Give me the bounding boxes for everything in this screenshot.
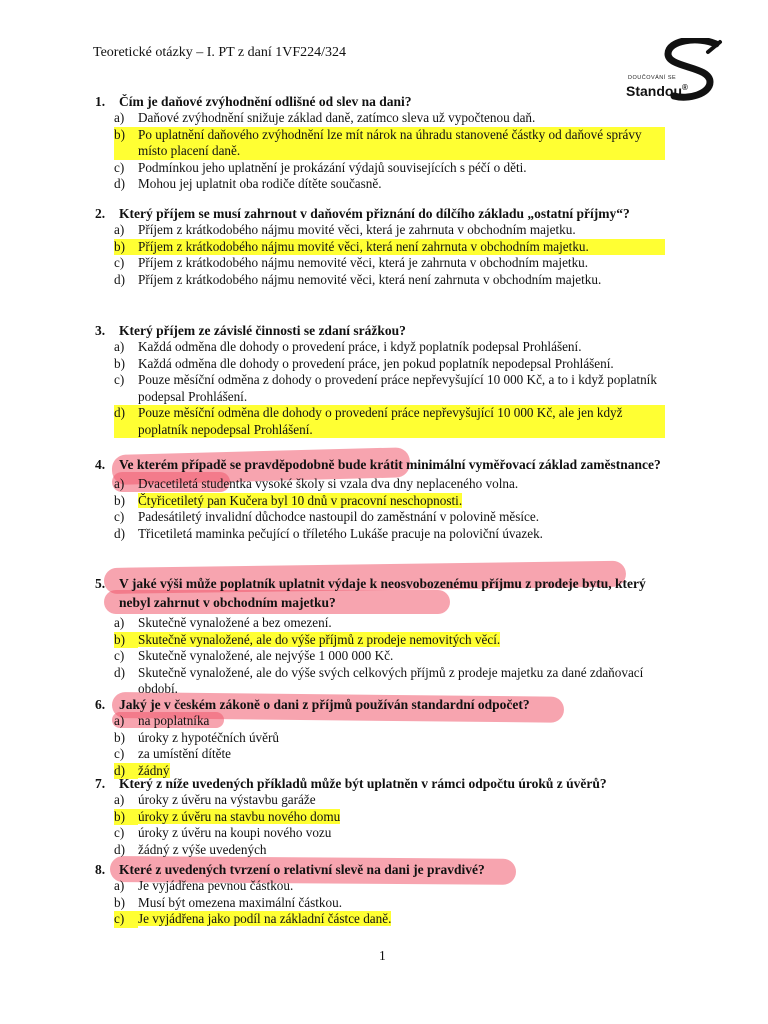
option-6a	[114, 713, 665, 730]
option-label: d)	[114, 664, 125, 680]
option-6b	[114, 730, 665, 747]
option-text: Každá odměna dle dohody o provedení práce, jen pokud poplatník nepodepsal Prohlášení.	[138, 355, 614, 371]
option-text: Padesátiletý invalidní důchodce nastoupil do zaměstnání v polovině měsíce.	[138, 509, 540, 524]
question-number: 1.	[95, 94, 106, 109]
option-5a	[114, 615, 665, 632]
question-text: Který z níže uvedených příkladů může být uplatněn v rámci odpočtu úroků z úvěrů?	[119, 776, 607, 791]
option-4c	[114, 509, 665, 526]
option-7c	[114, 825, 665, 842]
question-2-heading	[95, 205, 665, 222]
question-4	[95, 456, 665, 542]
question-text: Který příjem ze závislé činnosti se zdaní srážkou?	[119, 323, 406, 338]
option-label: b)	[114, 632, 138, 649]
option-label: b)	[114, 729, 125, 745]
page-number: 1	[379, 948, 386, 963]
option-2a	[114, 222, 665, 239]
option-7b-highlighted	[114, 809, 665, 826]
question-number: 5.	[95, 576, 106, 591]
question-text: Jaký je v českém zákoně o dani z příjmů používán standardní odpočet?	[119, 697, 530, 712]
option-7a	[114, 792, 665, 809]
question-7-heading	[95, 775, 665, 792]
option-label: c)	[114, 648, 125, 663]
logo-subtitle: DOUČOVÁNÍ SE	[628, 75, 677, 81]
option-4a	[114, 476, 665, 493]
question-5-heading	[95, 574, 665, 612]
question-text: Ve kterém případě se pravděpodobně bude krátit minimální vyměřovací základ zaměstnance?	[119, 457, 661, 472]
option-8c-highlighted	[114, 911, 665, 928]
option-label: a)	[114, 615, 125, 630]
registered-mark-icon: ®	[682, 83, 688, 92]
option-text: Každá odměna dle dohody o provedení práce, i když poplatník podepsal Prohlášení.	[138, 339, 582, 354]
option-text: Dvacetiletá studentka vysoké školy si vzala dva dny neplaceného volna.	[138, 476, 519, 491]
option-text: Mohou jej uplatnit oba rodiče dítěte současně.	[138, 176, 382, 191]
question-5	[95, 574, 665, 698]
option-text: úroky z úvěru na výstavbu garáže	[138, 792, 316, 807]
option-label: d)	[114, 841, 125, 857]
option-4b-highlighted	[114, 493, 665, 510]
option-2c	[114, 255, 665, 272]
option-1b-highlighted	[114, 127, 665, 160]
option-label: c)	[114, 255, 125, 270]
option-3b	[114, 356, 665, 373]
option-label: a)	[114, 713, 125, 728]
option-text: Pouze měsíční odměna dle dohody o provedení práce nepřevyšující 10 000 Kč, ale jen když poplatník nepodepsal Prohlášení.	[138, 405, 623, 437]
option-8a	[114, 878, 665, 895]
option-label: a)	[114, 339, 125, 354]
question-6-heading	[95, 696, 665, 713]
option-label: b)	[114, 809, 138, 826]
option-text: úroky z hypotéčních úvěrů	[138, 729, 279, 745]
option-label: d)	[114, 405, 125, 420]
option-5c	[114, 648, 665, 665]
option-label: b)	[114, 238, 125, 254]
question-1-heading	[95, 93, 665, 110]
option-label: a)	[114, 792, 125, 807]
option-text: Skutečně vynaložené, ale nejvýše 1 000 000 Kč.	[138, 648, 394, 663]
option-text: žádný z výše uvedených	[138, 841, 267, 857]
option-text: na poplatníka	[138, 713, 210, 728]
option-label: d)	[114, 271, 125, 287]
option-label: d)	[114, 525, 125, 541]
question-8	[95, 861, 665, 928]
option-label: a)	[114, 110, 125, 125]
option-text: Je vyjádřena jako podíl na základní částce daně.	[138, 911, 392, 926]
option-text: za umístění dítěte	[138, 746, 232, 761]
option-text: úroky z úvěru na koupi nového vozu	[138, 825, 332, 840]
option-label: a)	[114, 476, 125, 491]
option-text: Příjem z krátkodobého nájmu movité věci, která je zahrnuta v obchodním majetku.	[138, 222, 576, 237]
question-number: 6.	[95, 697, 106, 712]
question-7	[95, 775, 665, 858]
question-6	[95, 696, 665, 779]
option-text: Skutečně vynaložené a bez omezení.	[138, 615, 332, 630]
option-5d	[114, 665, 665, 698]
option-label: c)	[114, 746, 125, 761]
question-text: Který příjem se musí zahrnout v daňovém přiznání do dílčího základu „ostatní příjmy“?	[119, 206, 630, 221]
question-number: 7.	[95, 776, 106, 791]
option-7d	[114, 842, 665, 859]
option-label: c)	[114, 509, 125, 524]
document-title: Teoretické otázky – I. PT z daní 1VF224/324	[93, 45, 347, 60]
option-label: a)	[114, 222, 125, 237]
option-1c	[114, 160, 665, 177]
question-text: Čím je daňové zvýhodnění odlišné od slev na dani?	[119, 94, 412, 109]
option-2b-highlighted	[114, 239, 665, 256]
option-label: a)	[114, 878, 125, 893]
option-label: b)	[114, 355, 125, 371]
question-text: Které z uvedených tvrzení o relativní slevě na dani je pravdivé?	[119, 862, 485, 877]
option-text: úroky z úvěru na stavbu nového domu	[138, 808, 341, 824]
option-label: b)	[114, 492, 125, 508]
option-text: Musí být omezena maximální částkou.	[138, 894, 342, 910]
option-1a	[114, 110, 665, 127]
question-number: 3.	[95, 323, 106, 338]
option-text: Čtyřicetiletý pan Kučera byl 10 dnů v pracovní neschopnosti.	[138, 492, 463, 508]
option-label: c)	[114, 372, 125, 387]
option-text: Je vyjádřena pevnou částkou.	[138, 878, 294, 893]
option-text: žádný	[138, 762, 170, 778]
option-3d-highlighted	[114, 405, 665, 438]
option-label: b)	[114, 894, 125, 910]
option-text: Skutečně vynaložené, ale do výše příjmů z prodeje nemovitých věcí.	[138, 631, 501, 647]
option-text: Skutečně vynaložené, ale do výše svých celkových příjmů z prodeje majetku za dané zdaňovací období.	[138, 664, 644, 696]
option-text: Příjem z krátkodobého nájmu movité věci, která není zahrnuta v obchodním majetku.	[138, 238, 589, 254]
question-1	[95, 93, 665, 193]
option-6c	[114, 746, 665, 763]
option-2d	[114, 272, 665, 289]
option-3a	[114, 339, 665, 356]
option-text: Pouze měsíční odměna z dohody o provedení práce nepřevyšující 10 000 Kč, a to i když poplatník podepsal Prohlášení.	[138, 372, 657, 404]
question-number: 2.	[95, 206, 106, 221]
option-5b-highlighted	[114, 632, 665, 649]
option-text: Daňové zvýhodnění snižuje základ daně, zatímco sleva už vypočtenou daň.	[138, 110, 536, 125]
option-label: d)	[114, 176, 125, 191]
logo-brand-text: Standou	[626, 83, 682, 99]
question-3	[95, 322, 665, 438]
option-text: Podmínkou jeho uplatnění je prokázání výdajů souvisejících s péčí o děti.	[138, 159, 527, 175]
option-label: c)	[114, 911, 138, 928]
question-8-heading	[95, 861, 665, 878]
option-text: Příjem z krátkodobého nájmu nemovité věci, která je zahrnuta v obchodním majetku.	[138, 255, 589, 270]
option-label: c)	[114, 825, 125, 840]
option-label: c)	[114, 159, 125, 175]
question-3-heading	[95, 322, 665, 339]
option-label: d)	[114, 763, 138, 780]
option-4d	[114, 526, 665, 543]
option-text: Třicetiletá maminka pečující o tříletého Lukáše pracuje na poloviční úvazek.	[138, 525, 543, 541]
option-text: Po uplatnění daňového zvýhodnění lze mít nárok na úhradu stanovené částky od daňové správy místo placení daně.	[138, 126, 642, 158]
question-text: V jaké výši může poplatník uplatnit výdaje k neosvobozenému příjmu z prodeje bytu, který nebyl zahrnut v obchodním majetku?	[119, 576, 646, 610]
option-3c	[114, 372, 665, 405]
question-number: 8.	[95, 862, 106, 877]
option-label: b)	[114, 126, 125, 142]
option-1d	[114, 176, 665, 193]
option-text: Příjem z krátkodobého nájmu nemovité věci, která není zahrnuta v obchodním majetku.	[138, 271, 602, 287]
question-2	[95, 205, 665, 288]
question-4-heading	[95, 456, 665, 473]
option-8b	[114, 895, 665, 912]
question-number: 4.	[95, 457, 106, 472]
